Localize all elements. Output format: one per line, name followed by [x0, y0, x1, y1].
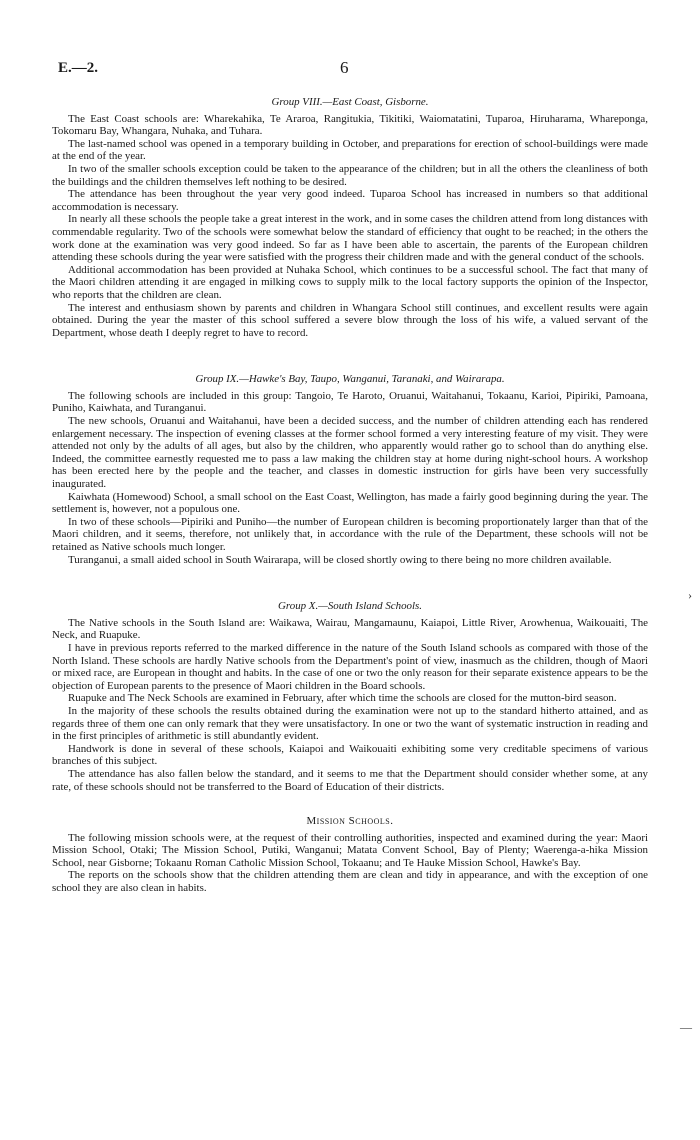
- mission-schools-heading: Mission Schools.: [306, 815, 394, 828]
- mission-schools-section: [52, 815, 648, 895]
- paragraph: I have in previous reports referred to the marked difference in the nature of the South Island schools as compared with those of the North Island. These schools are hardly Native schools from the Department's point of view, inasmuch as the children, though of Maori or mixed race, are European in thought and habits. In the case of one or two the only reason for their separate existence appears to be the objection of European parents to the presence of Maori children in the Board schools.: [52, 641, 648, 692]
- paragraph: Turanganui, a small aided school in South Wairarapa, will be closed shortly owing to there being no more children available.: [68, 553, 612, 566]
- group-x-heading: Group X.—South Island Schools.: [278, 600, 422, 613]
- paragraph: Additional accommodation has been provided at Nuhaka School, which continues to be a successful school. The fact that many of the Maori children attending it are engaged in milking cows to supply milk to the local factory supports the opinion of the Inspector, who reports that the children are clean.: [52, 263, 648, 301]
- paragraph: Handwork is done in several of these schools, Kaiapoi and Waikouaiti exhibiting some very creditable specimens of various branches of this subject.: [52, 742, 648, 768]
- page-body: [52, 90, 648, 895]
- paragraph: The new schools, Oruanui and Waitahanui, have been a decided success, and the number of children attending each has rendered enlargement necessary. The inspection of evening classes at the former school formed a very interesting feature of my visit. They were attended not only by the adults of all ages, but also by the children, who apparently would rather go to school than do anything else. Indeed, the committee earnestly requested me to pass a law making the children stay at home during night-school hours. A workshop has been erected here by the people and the teacher, and classes in domestic instruction for girls have been very successfully inaugurated.: [52, 415, 648, 491]
- paragraph: The following mission schools were, at the request of their controlling authorities, inspected and examined during the year: Maori Mission School, Otaki; The Mission School, Putiki, Wanganui; Matata Convent School, Bay of Plenty; Waerenga-a-hika Mission School, near Gisborne; Tokaanu Roman Catholic Mission School, Tokaanu; and Te Hauke Mission School, Hawke's Bay.: [52, 831, 648, 869]
- paragraph: In two of the smaller schools exception could be taken to the appearance of the children; but in all the others the cleanliness of both the buildings and the children themselves left nothing to be desired.: [52, 162, 648, 188]
- section-gap: [52, 793, 648, 809]
- margin-mark-icon: —: [680, 1020, 692, 1034]
- paragraph: The Native schools in the South Island are: Waikawa, Wairau, Mangamaunu, Kaiapoi, Little River, Arowhenua, Waikouaiti, The Neck, and Ruapuke.: [52, 616, 648, 642]
- paragraph: The following schools are included in this group: Tangoio, Te Haroto, Oruanui, Waitahanui, Tokaanu, Karioi, Pipiriki, Pamoana, Puniho, Kaiwhata, and Turanganui.: [52, 389, 648, 415]
- page-number: 6: [340, 58, 349, 77]
- paragraph: The East Coast schools are: Wharekahika, Te Araroa, Rangitukia, Tikitiki, Waiomatatini, Tuparoa, Hiruharama, Whareponga, Tokomaru Bay, Whangara, Nuhaka, and Tuhara.: [52, 112, 648, 138]
- group-viii-section: [52, 96, 648, 339]
- margin-mark-icon: ›: [688, 588, 692, 602]
- paragraph: In the majority of these schools the results obtained during the examination were not up to the standard hitherto attained, and as regards three of them one can only remark that they were unsatisfactory. In one or two the want of systematic instruction in reading and in the first principles of arithmetic is still abundantly evident.: [52, 704, 648, 743]
- section-gap: [52, 566, 648, 594]
- group-x-section: [52, 600, 648, 793]
- paragraph: The reports on the schools show that the children attending them are clean and tidy in appearance, and with the exception of one school they are also clean in habits.: [52, 869, 648, 895]
- paragraph: In two of these schools—Pipiriki and Puniho—the number of European children is becoming proportionately larger than that of the Maori children, and it seems, therefore, not unlikely that, in accordance with the rule of the Department, these schools will not be retained as Native schools much longer.: [52, 515, 648, 553]
- section-gap: [52, 339, 648, 367]
- paragraph: The last-named school was opened in a temporary building in October, and preparations for erection of school-buildings were made at the end of the year.: [52, 137, 648, 163]
- group-viii-heading: Group VIII.—East Coast, Gisborne.: [271, 96, 429, 108]
- paragraph: Ruapuke and The Neck Schools are examined in February, after which time the schools are closed for the mutton-bird season.: [68, 692, 617, 705]
- group-ix-section: [52, 373, 648, 566]
- paragraph: The interest and enthusiasm shown by parents and children in Whangara School still continues, and excellent results were again obtained. During the year the master of this school suffered a severe blow through the loss of his wife, a valued servant of the Department, whose death I deeply regret to have to record.: [52, 301, 648, 339]
- paragraph: The attendance has also fallen below the standard, and it seems to me that the Department should consider whether some, at any rate, of these schools should not be transferred to the Board of Education of their districts.: [52, 767, 648, 793]
- report-reference: E.—2.: [58, 60, 99, 76]
- paragraph: Kaiwhata (Homewood) School, a small school on the East Coast, Wellington, has made a fairly good beginning during the year. The settlement is, however, not a populous one.: [52, 490, 648, 516]
- group-ix-heading: Group IX.—Hawke's Bay, Taupo, Wanganui, Taranaki, and Wairarapa.: [195, 373, 505, 386]
- paragraph: The attendance has been throughout the year very good indeed. Tuparoa School has increased in numbers so that additional accommodation is necessary.: [52, 188, 648, 213]
- paragraph: In nearly all these schools the people take a great interest in the work, and in some cases the children attend from long distances with commendable regularity. Two of the schools were somewhat below the standard of efficiency that ought to be reached; in the others the work done at the examination was very good indeed. So far as I have been able to ascertain, the parents of the European children attending these schools during the year were satisfied with the progress their children made and with the general conduct of the schools.: [52, 213, 648, 264]
